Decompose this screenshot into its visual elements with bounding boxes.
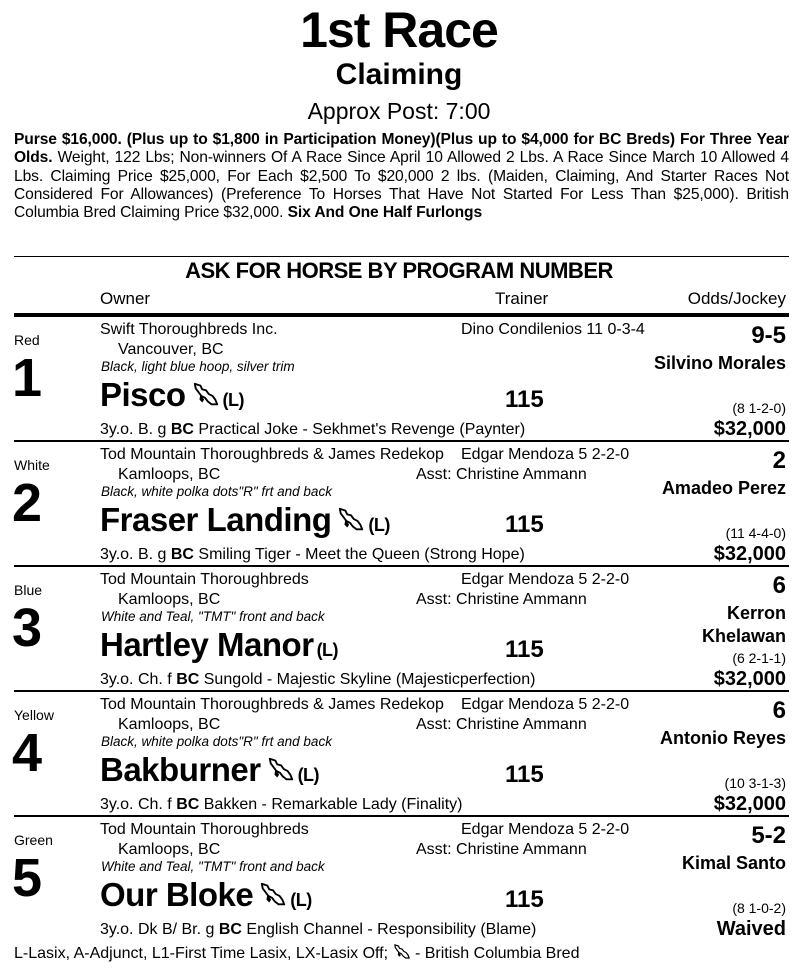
horse-name-text: Our Bloke (100, 876, 254, 913)
saddle-cloth-color: Red (14, 332, 40, 348)
trainer-name: Edgar Mendoza 5 2-2-0 (461, 571, 630, 588)
horse-name (100, 876, 312, 919)
bc-tag: BC (170, 421, 194, 438)
horse-name-text: Fraser Landing (100, 501, 332, 538)
weight: 115 (505, 761, 544, 788)
breeding (100, 545, 525, 564)
bc-map-icon (192, 379, 220, 417)
morning-line-odds: 5-2 (751, 822, 786, 849)
entry-divider (14, 815, 789, 817)
assistant-trainer: Asst: Christine Ammann (416, 841, 587, 858)
saddle-cloth-color: Blue (14, 582, 43, 598)
bc-tag: BC (176, 796, 200, 813)
jockey-record: (8 1-2-0) (732, 400, 786, 416)
trainer-column-header: Trainer (495, 289, 549, 308)
assistant-trainer: Asst: Christine Ammann (416, 466, 587, 483)
pedigree: Smiling Tiger - Meet the Queen (Strong Hope) (193, 546, 525, 563)
pedigree: Sungold - Majestic Skyline (Majesticperfection) (199, 671, 536, 688)
jockey-name: Kimal Santo (681, 853, 786, 873)
owner-name: Tod Mountain Thoroughbreds (100, 571, 309, 588)
breeding (100, 420, 525, 439)
race-type: Claiming (335, 58, 463, 91)
program-number-banner: ASK FOR HORSE BY PROGRAM NUMBER (185, 258, 613, 283)
age-sex: 3y.o. Ch. f (100, 796, 177, 813)
breeding (100, 920, 536, 939)
morning-line-odds: 6 (772, 697, 786, 724)
bc-map-icon (393, 943, 411, 967)
bc-map-icon (259, 879, 287, 917)
age-sex: 3y.o. Dk B/ Br. g (100, 921, 219, 938)
medication: (L) (316, 640, 339, 660)
entry-row (0, 693, 798, 817)
entry-row (0, 568, 798, 692)
entry-row (0, 443, 798, 567)
jockey-record: (8 1-0-2) (732, 900, 786, 916)
claiming-price: Waived (716, 918, 786, 940)
medication: (L) (297, 765, 320, 785)
age-sex: 3y.o. B. g (100, 421, 171, 438)
jockey-record: (10 3-1-3) (724, 775, 786, 791)
silks-description: Black, white polka dots"R" frt and back (101, 734, 332, 749)
medication: (L) (290, 890, 312, 910)
legend (14, 943, 579, 967)
morning-line-odds: 2 (772, 447, 786, 474)
divider (14, 256, 789, 257)
program-number: 2 (12, 473, 43, 533)
trainer-name: Edgar Mendoza 5 2-2-0 (461, 696, 630, 713)
horse-name (100, 626, 338, 669)
owner-city: Kamloops, BC (118, 591, 221, 608)
header-divider (14, 313, 789, 317)
breeding (100, 795, 463, 814)
breeding (100, 670, 535, 689)
entry-divider (14, 690, 789, 692)
silks-description: Black, light blue hoop, silver trim (101, 359, 295, 374)
assistant-trainer: Asst: Christine Ammann (416, 591, 587, 608)
claiming-price: $32,000 (713, 543, 786, 565)
owner-city: Kamloops, BC (118, 841, 221, 858)
pedigree: English Channel - Responsibility (Blame) (241, 921, 537, 938)
owner-name: Tod Mountain Thoroughbreds & James Redekop (100, 696, 444, 713)
post-time: Approx Post: 7:00 (307, 98, 491, 124)
horse-name-text: Hartley Manor (100, 626, 314, 663)
claiming-price: $32,000 (713, 793, 786, 815)
jockey-name: Silvino Morales (653, 353, 786, 373)
owner-city: Kamloops, BC (118, 466, 221, 483)
entry-divider (14, 565, 789, 567)
odds-column-header: Odds/Jockey (687, 289, 786, 308)
trainer-name: Edgar Mendoza 5 2-2-0 (461, 821, 630, 838)
medication: (L) (222, 390, 245, 410)
program-number: 4 (12, 723, 43, 783)
jockey-name: Amadeo Perez (661, 478, 786, 498)
bc-tag: BC (176, 671, 200, 688)
horse-name-text: Pisco (100, 376, 186, 413)
owner-name: Tod Mountain Thoroughbreds (100, 821, 309, 838)
claiming-price: $32,000 (713, 668, 786, 690)
bc-map-icon (267, 754, 295, 792)
entry-row (0, 818, 798, 942)
pedigree: Practical Joke - Sekhmet's Revenge (Paynter) (193, 421, 526, 438)
jockey-name: Kerron Khelawan (701, 603, 786, 646)
entry-divider (14, 440, 789, 442)
weight: 115 (505, 886, 544, 913)
horse-name-text: Bakburner (100, 751, 261, 788)
jockey-record: (11 4-4-0) (725, 525, 786, 541)
jockey-name: Antonio Reyes (659, 728, 786, 748)
morning-line-odds: 9-5 (751, 322, 786, 349)
purse-text: Purse $16,000. (Plus up to $1,800 in Participation Money)(Plus up to $4,000 for BC Breds) For Three Year Olds. (14, 131, 789, 167)
jockey-record: (6 2-1-1) (732, 650, 786, 666)
weight: 115 (505, 511, 544, 538)
morning-line-odds: 6 (772, 572, 786, 599)
distance-text: Six And One Half Furlongs (287, 204, 483, 222)
silks-description: Black, white polka dots"R" frt and back (101, 484, 332, 499)
horse-name (100, 376, 244, 419)
owner-column-header: Owner (100, 289, 151, 308)
weight: 115 (505, 386, 544, 413)
owner-city: Vancouver, BC (118, 341, 224, 358)
saddle-cloth-color: Yellow (14, 707, 54, 723)
program-number: 3 (12, 598, 43, 658)
horse-name (100, 501, 390, 544)
entry-row (0, 318, 798, 442)
legend-text: L-Lasix, A-Adjunct, L1-First Time Lasix, LX-Lasix Off; (14, 945, 393, 962)
age-sex: 3y.o. Ch. f (100, 671, 177, 688)
claiming-price: $32,000 (713, 418, 786, 440)
bc-tag: BC (170, 546, 194, 563)
legend-bc-text: - British Columbia Bred (410, 945, 580, 962)
race-title: 1st Race (300, 2, 498, 58)
age-sex: 3y.o. B. g (100, 546, 171, 563)
pedigree: Bakken - Remarkable Lady (Finality) (199, 796, 463, 813)
assistant-trainer: Asst: Christine Ammann (416, 716, 587, 733)
horse-name (100, 751, 319, 794)
saddle-cloth-color: Green (14, 832, 53, 848)
conditions-text: Weight, 122 Lbs; Non-winners Of A Race Since April 10 Allowed 2 Lbs. A Race Since March 10 Allowed 4 Lbs. Claiming Price $25,000, For Each $2,500 To $20,000 2 lbs. (Maiden, Claiming, And Starter Races Not Considered For Allowances) (Preference To Horses That Have Not Started For Less Than $25,000). British Columbia Bred Claiming Price $32,000. (14, 149, 789, 222)
owner-name: Tod Mountain Thoroughbreds & James Redekop (100, 446, 444, 463)
program-number: 5 (12, 848, 43, 908)
race-conditions (14, 131, 789, 222)
trainer-name: Edgar Mendoza 5 2-2-0 (461, 446, 630, 463)
program-number: 1 (12, 348, 43, 408)
trainer-name: Dino Condilenios 11 0-3-4 (461, 321, 645, 338)
owner-name: Swift Thoroughbreds Inc. (100, 321, 278, 338)
saddle-cloth-color: White (14, 457, 50, 473)
silks-description: White and Teal, "TMT" front and back (101, 859, 325, 874)
medication: (L) (368, 515, 390, 535)
bc-map-icon (337, 504, 365, 542)
weight: 115 (505, 636, 544, 663)
silks-description: White and Teal, "TMT" front and back (101, 609, 325, 624)
owner-city: Kamloops, BC (118, 716, 221, 733)
bc-tag: BC (218, 921, 242, 938)
